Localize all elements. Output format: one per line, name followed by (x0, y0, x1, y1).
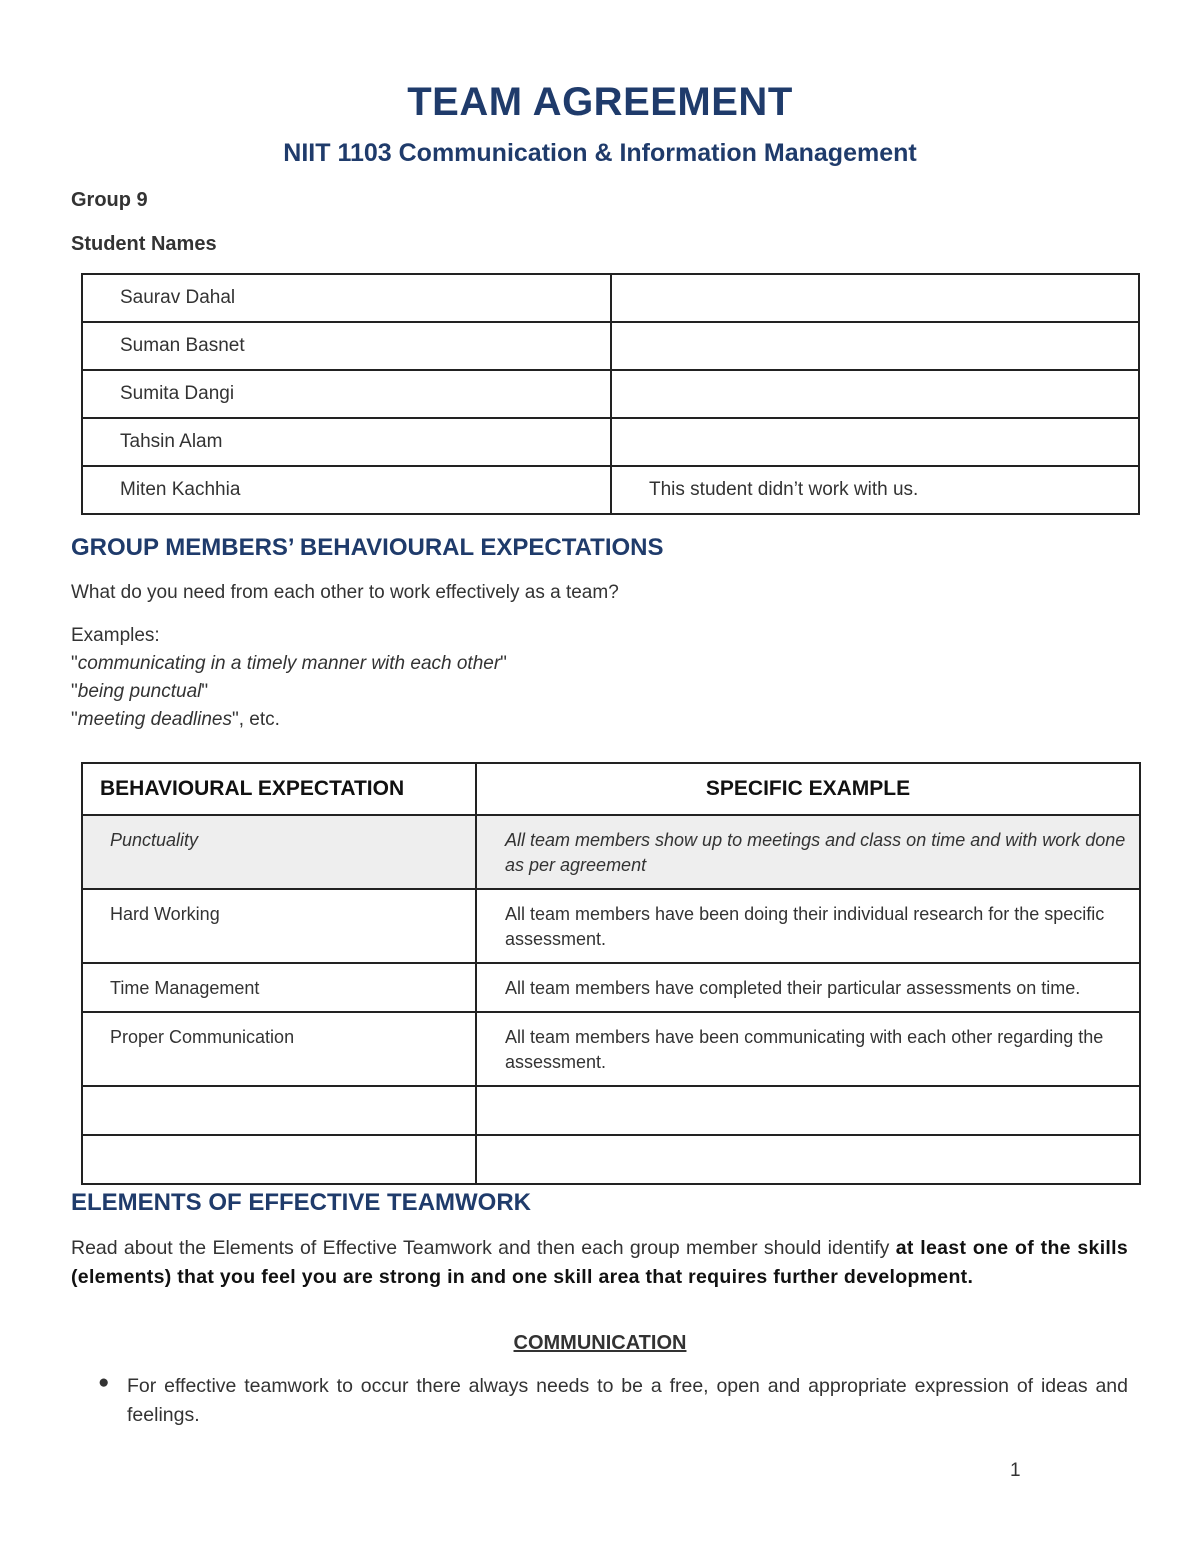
expectation-cell (82, 1086, 476, 1135)
table-row (82, 322, 1139, 370)
example-cell (476, 1135, 1140, 1184)
student-note-cell (611, 418, 1139, 466)
table-row (82, 466, 1139, 514)
expectation-cell: Hard Working (82, 889, 476, 963)
bullet-icon: ● (98, 1372, 110, 1393)
example-cell (476, 1086, 1140, 1135)
teamwork-intro-emphasis: at least one of the skills (elements) that you feel you are strong in and one skill area that requires further development. (71, 1237, 1128, 1288)
student-name-cell: Sumita Dangi (82, 370, 611, 418)
table-row (82, 274, 1139, 322)
column-header: SPECIFIC EXAMPLE (476, 763, 1140, 815)
table-row (82, 889, 1140, 963)
student-note-cell (611, 322, 1139, 370)
student-name-cell: Tahsin Alam (82, 418, 611, 466)
table-row (82, 1086, 1140, 1135)
communication-heading: COMMUNICATION (513, 1332, 687, 1354)
table-row (82, 815, 1140, 889)
example-cell: All team members have been communicating with each other regarding the assessment. (476, 1012, 1140, 1086)
example-item: "communicating in a timely manner with each other" (71, 653, 507, 674)
example-cell: All team members have been doing their individual research for the specific assessment. (476, 889, 1140, 963)
course-subtitle: NIIT 1103 Communication & Information Management (283, 139, 917, 167)
student-note-cell (611, 274, 1139, 322)
student-names-table (81, 273, 1140, 515)
student-note-cell: This student didn’t work with us. (611, 466, 1139, 514)
table-row (82, 1012, 1140, 1086)
student-name-cell: Suman Basnet (82, 322, 611, 370)
example-cell: All team members have completed their particular assessments on time. (476, 963, 1140, 1012)
expectation-cell: Time Management (82, 963, 476, 1012)
column-header: BEHAVIOURAL EXPECTATION (82, 763, 476, 815)
expectations-question: What do you need from each other to work effectively as a team? (71, 582, 619, 603)
table-row (82, 963, 1140, 1012)
examples-block (71, 622, 507, 734)
table-row (82, 1135, 1140, 1184)
table-header-row (82, 763, 1140, 815)
teamwork-intro: Read about the Elements of Effective Teamwork and then each group member should identify at least one of the skills (elements) that you feel you are strong in and one skill area that requires further development. (71, 1237, 1128, 1288)
expectations-heading: GROUP MEMBERS’ BEHAVIOURAL EXPECTATIONS (71, 534, 664, 561)
example-item: "being punctual" (71, 681, 209, 702)
group-label: Group 9 (71, 189, 148, 211)
student-names-label: Student Names (71, 233, 217, 255)
examples-label: Examples: (71, 625, 160, 646)
document-title: TEAM AGREEMENT (407, 80, 793, 124)
student-note-cell (611, 370, 1139, 418)
expectation-cell: Punctuality (82, 815, 476, 889)
example-item: "meeting deadlines", etc. (71, 709, 280, 730)
expectation-cell (82, 1135, 476, 1184)
table-row (82, 370, 1139, 418)
table-row (82, 418, 1139, 466)
page-number: 1 (1010, 1460, 1021, 1481)
behaviour-table (81, 762, 1141, 1185)
student-name-cell: Saurav Dahal (82, 274, 611, 322)
student-name-cell: Miten Kachhia (82, 466, 611, 514)
expectation-cell: Proper Communication (82, 1012, 476, 1086)
teamwork-heading: ELEMENTS OF EFFECTIVE TEAMWORK (71, 1189, 531, 1216)
example-cell: All team members show up to meetings and class on time and with work done as per agreement (476, 815, 1140, 889)
bullet-text: For effective teamwork to occur there always needs to be a free, open and appropriate expression of ideas and feelings. (127, 1375, 1128, 1426)
